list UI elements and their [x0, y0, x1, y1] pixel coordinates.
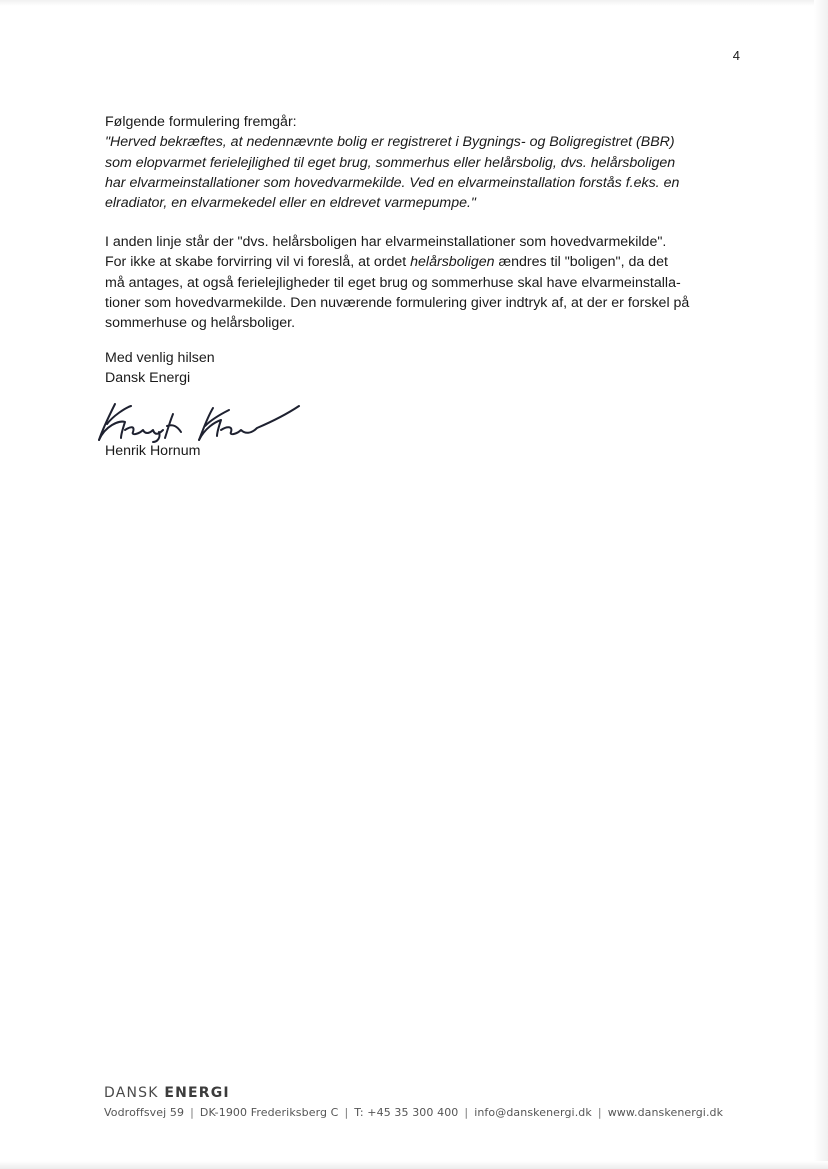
separator: |: [344, 1106, 349, 1119]
page-edge-top: [0, 0, 828, 6]
quote-line: elradiator, en elvarmekedel eller en eldrevet varmepumpe.": [105, 195, 476, 212]
footer-company-name: [104, 1085, 230, 1101]
page-number: 4: [732, 48, 740, 63]
intro-heading: Følgende formulering fremgår:: [105, 114, 297, 130]
handwritten-signature: [95, 396, 305, 444]
footer-address: Vodroffsvej 59: [104, 1106, 185, 1119]
comment-line: [105, 252, 745, 272]
closing-block: [105, 348, 745, 389]
separator: |: [190, 1106, 194, 1119]
page-edge-right: [814, 0, 828, 1169]
closing-organization: Dansk Energi: [105, 370, 191, 387]
separator: |: [597, 1106, 602, 1119]
footer-postal: DK-1900 Frederiksberg C: [199, 1106, 339, 1119]
emphasized-word: helårsboligen: [410, 254, 495, 271]
page-edge-bottom: [0, 1161, 828, 1169]
separator: |: [464, 1106, 469, 1119]
quote-line: "Herved bekræftes, at nedennævnte bolig er registreret i Bygnings- og Boligregistret (BBR): [105, 134, 675, 151]
comment-text: ændres til "boligen", da det: [494, 254, 668, 271]
footer-website-link[interactable]: www.danskenergi.dk: [607, 1106, 724, 1119]
quote-line: har elvarmeinstallationer som hovedvarmekilde. Ved en elvarmeinstallation forstås f.eks. en: [105, 174, 680, 191]
footer-contact: [104, 1106, 744, 1119]
closing-greeting: Med venlig hilsen: [105, 350, 215, 366]
comment-line: sommerhuse og helårsboliger.: [105, 315, 296, 332]
comment-line: må antages, at også ferielejligheder til eget brug og sommerhuse skal have elvarmeinstalla-: [105, 274, 681, 291]
comment-line: I anden linje står der "dvs. helårsboligen har elvarmeinstallationer som hovedvarmekilde".: [105, 234, 667, 250]
quote-line: som elopvarmet ferielejlighed til eget brug, sommerhus eller helårsbolig, dvs. helårsboligen: [105, 154, 676, 171]
intro-paragraph: [105, 112, 745, 213]
comment-paragraph: [105, 232, 745, 333]
company-name-light: DANSK: [104, 1085, 159, 1101]
comment-text: For ikke at skabe forvirring vil vi foreslå, at ordet: [105, 254, 411, 271]
comment-line: tioner som hovedvarmekilde. Den nuværende formulering giver indtryk af, at der er forskel på: [105, 294, 690, 311]
company-name-bold: ENERGI: [164, 1085, 230, 1101]
footer-email-link[interactable]: info@danskenergi.dk: [474, 1106, 592, 1119]
footer-phone: T: +45 35 300 400: [354, 1106, 459, 1119]
signatory-name: Henrik Hornum: [105, 443, 201, 459]
